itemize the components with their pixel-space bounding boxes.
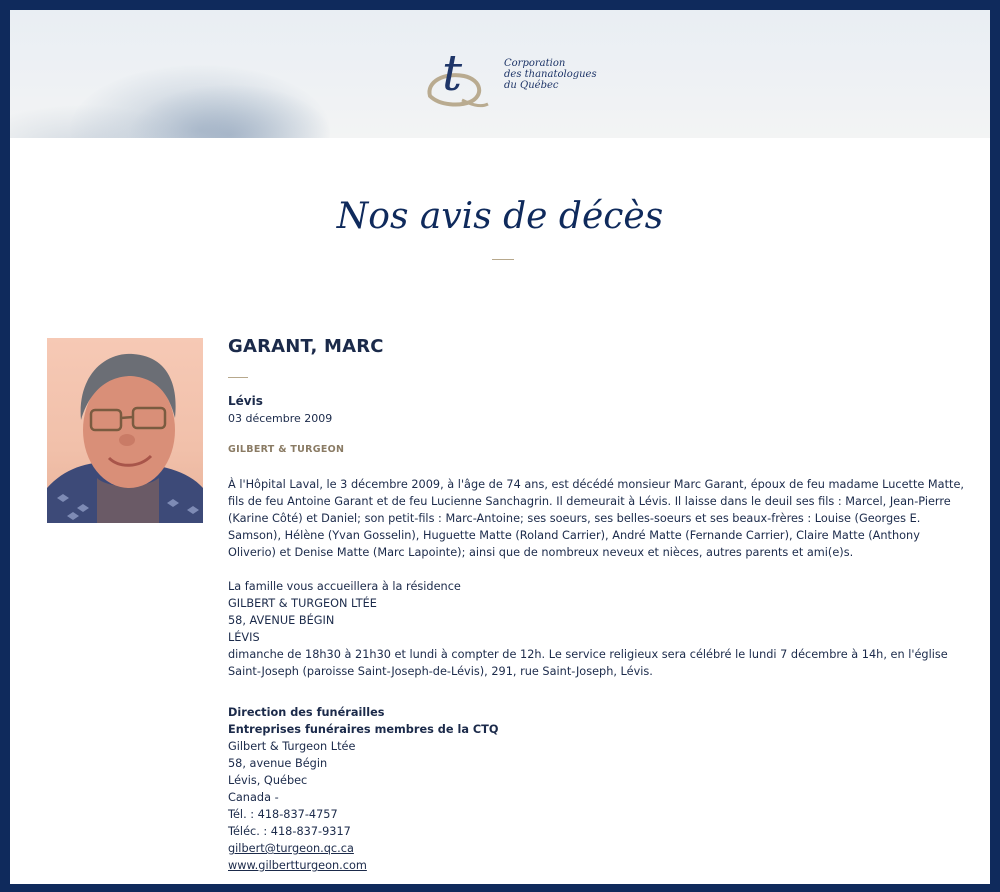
deceased-name: GARANT, MARC [228, 336, 384, 357]
portrait-image [47, 338, 203, 523]
page-frame [10, 10, 990, 884]
obituary-date: 03 décembre 2009 [228, 412, 333, 425]
ctq-logo[interactable] [422, 38, 622, 110]
visitation-place: GILBERT & TURGEON LTÉE [228, 597, 377, 610]
obituary-text: À l'Hôpital Laval, le 3 décembre 2009, à l'âge de 74 ans, est décédé monsieur Marc Garant, époux de feu madame Lucette Matte, fils de feu Antoine Garant et de feu Lucienne Sanchagrin. Il demeurait à Lévis. Il laisse dans le deuil ses fils : Marcel, Jean-Pierre (Karine Côté) et Daniel; son petit-fils : Marc-Antoine; ses soeurs, ses belles-soeurs et ses beaux-frères : Louise (Georges E. Samson), Hélène (Yvan Gosselin), Huguette Matte (Roland Carrier), André Matte (Fernande Carrier), Claire Matte (Anthony Oliverio) et Denise Matte (Marc Lapointe); ainsi que de nombreux neveux et nièces, autres parents et ami(e)s. [228, 478, 965, 559]
logo-letter: t [442, 44, 463, 102]
logo-line: du Québec [504, 80, 559, 91]
deceased-photo [47, 338, 203, 523]
direction-street: 58, avenue Bégin [228, 757, 328, 770]
direction-subheading: Entreprises funéraires membres de la CTQ [228, 723, 499, 736]
name-divider [228, 377, 248, 378]
direction-fax: Téléc. : 418-837-9317 [228, 825, 351, 838]
visitation-address: 58, AVENUE BÉGIN [228, 614, 335, 627]
logo-line: Corporation [504, 58, 566, 69]
page-title: Nos avis de décès [336, 196, 664, 237]
funeral-direction [228, 704, 498, 874]
website-link[interactable]: www.gilbertturgeon.com [228, 859, 367, 872]
direction-country: Canada - [228, 791, 279, 804]
direction-heading: Direction des funérailles [228, 706, 385, 719]
visitation-info [228, 578, 988, 680]
direction-company: Gilbert & Turgeon Ltée [228, 740, 356, 753]
email-link[interactable]: gilbert@turgeon.qc.ca [228, 842, 354, 855]
direction-city: Lévis, Québec [228, 774, 308, 787]
visitation-intro: La famille vous accueillera à la résidence [228, 580, 461, 593]
visitation-schedule: dimanche de 18h30 à 21h30 et lundi à compter de 12h. Le service religieux sera célébré le lundi 7 décembre à 14h, en l'église Saint-Joseph (paroisse Saint-Joseph-de-Lévis), 291, rue Saint-Joseph, Lévis. [228, 648, 948, 678]
title-divider [492, 259, 514, 260]
logo-line: des thanatologues [504, 69, 597, 80]
logo-wordmark [504, 58, 597, 91]
visitation-city: LÉVIS [228, 631, 260, 644]
funeral-home-label: GILBERT & TURGEON [228, 444, 345, 455]
obituary-city: Lévis [228, 394, 263, 408]
direction-phone: Tél. : 418-837-4757 [228, 808, 338, 821]
header-banner [10, 10, 990, 138]
ctq-logo-mark [422, 38, 492, 110]
